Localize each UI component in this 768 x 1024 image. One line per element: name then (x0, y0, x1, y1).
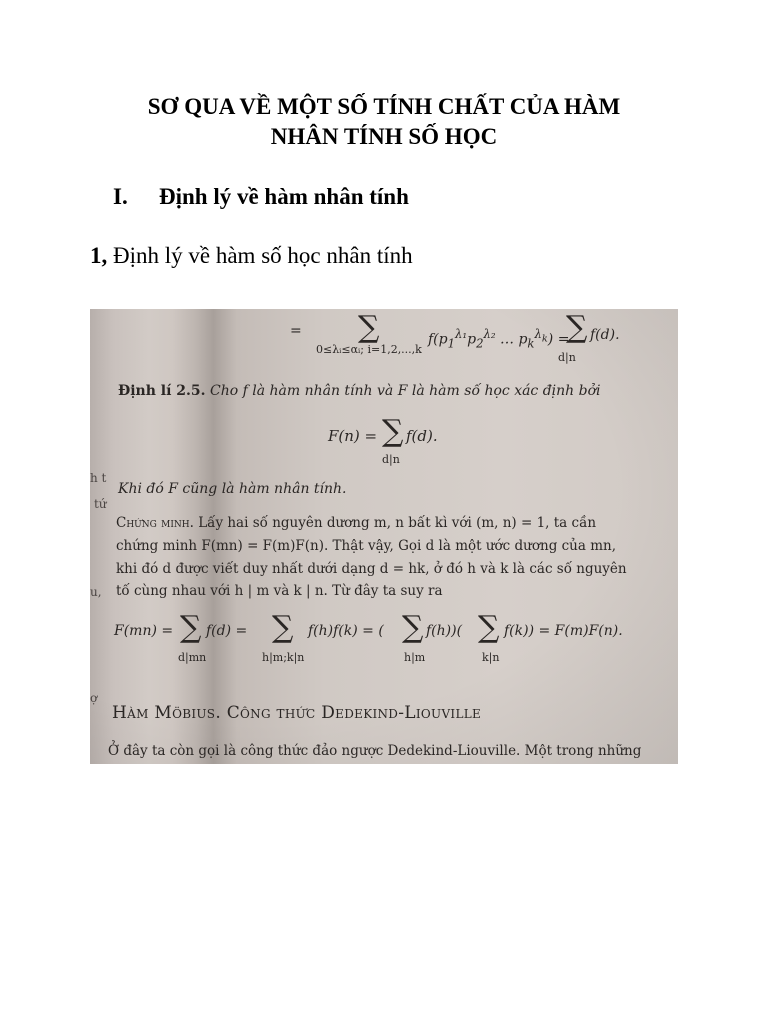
theorem-text: Cho f là hàm nhân tính và F là hàm số học xác định bởi (209, 383, 601, 399)
margin-fragment-3: u, (90, 585, 102, 599)
theorem-label: Định lí 2.5. (118, 383, 206, 399)
proof-line-3: khi đó d được viết duy nhất dưới dạng d = hk, ở đó h và k là các số nguyên (116, 561, 627, 577)
title-line-1: SƠ QUA VỀ MỘT SỐ TÍNH CHẤT CỦA HÀM (147, 94, 621, 119)
subsection-number: 1, (90, 243, 108, 268)
book-page-photo: = ∑ $f(p_1^{\lambda_1}p_2^{\lambda_2}$ … $p_k^{\lambda_k}$) = ∑ f(d). 0≤λᵢ≤αᵢ; i=1,2,...,k d|n Định lí 2.5. Cho f là hàm nhân tính và F là hàm số học xác định bởi F(n) = ∑ f(d). d|n h t tứ Khi đó F cũng là hàm nhân tính. Chứng minh. Lấy hai số nguyên dương m, n bất kì với (m, n) = 1, ta cần chứng minh F(mn) = F(m)F(n). Thật vậy, Gọi d là một ước dương của mn, khi đó d được viết duy nhất dưới dạng d = hk, ở đó h và k là các số nguyên u, tố cùng nhau với h | m và k | n. Từ đây ta suy ra F(mn) = ∑ f(d) = ∑ f(h)f(k) = ( ∑ f(h))( ∑ f(k)) = F(m)F(n). d|mn h|m;k|n h|m k|n ợ Hàm Möbius. Công thức Dedekind-Liouville Ở đây ta còn gọi là công thức đảo ngược Dedekind-Liouville. Một trong những (90, 309, 678, 764)
proof-line-1: Chứng minh. Lấy hai số nguyên dương m, n bất kì với (m, n) = 1, ta cần (116, 515, 597, 531)
subsection-title: Định lý về hàm số học nhân tính (107, 243, 413, 268)
section-heading (113, 184, 409, 210)
proof-line-4: tố cùng nhau với h | m và k | n. Từ đây ta suy ra (116, 583, 443, 599)
subsection-heading (90, 243, 413, 269)
then-line: Khi đó F cũng là hàm nhân tính. (118, 481, 347, 497)
equation-2-subscript: d|n (382, 453, 400, 466)
proof-label: Chứng minh. (116, 515, 194, 531)
document-title (0, 92, 768, 152)
margin-fragment-1: h t (90, 471, 107, 485)
book-last-line: Ở đây ta còn gọi là công thức đảo ngược Dedekind-Liouville. Một trong những (108, 743, 642, 759)
equation-3-subscript-2: h|m;k|n (262, 651, 305, 664)
margin-fragment-2: tứ (94, 497, 107, 511)
book-section-heading: Hàm Möbius. Công thức Dedekind-Liouville (112, 703, 482, 723)
proof-line-2: chứng minh F(mn) = F(m)F(n). Thật vậy, Gọi d là một ước dương của mn, (116, 538, 617, 554)
equation-3-subscript-3: h|m (404, 651, 426, 664)
margin-fragment-4: ợ (90, 691, 98, 705)
equation-3-subscript-1: d|mn (178, 651, 207, 664)
title-line-2: NHÂN TÍNH SỐ HỌC (270, 124, 498, 149)
section-number: I. (113, 184, 128, 209)
equation-3-subscript-4: k|n (482, 651, 500, 664)
section-title: Định lý về hàm nhân tính (159, 184, 409, 209)
equation-1-subscript-left: 0≤λᵢ≤αᵢ; i=1,2,...,k (316, 343, 422, 356)
theorem-line (118, 383, 601, 399)
equation-1-subscript-right: d|n (558, 351, 576, 364)
